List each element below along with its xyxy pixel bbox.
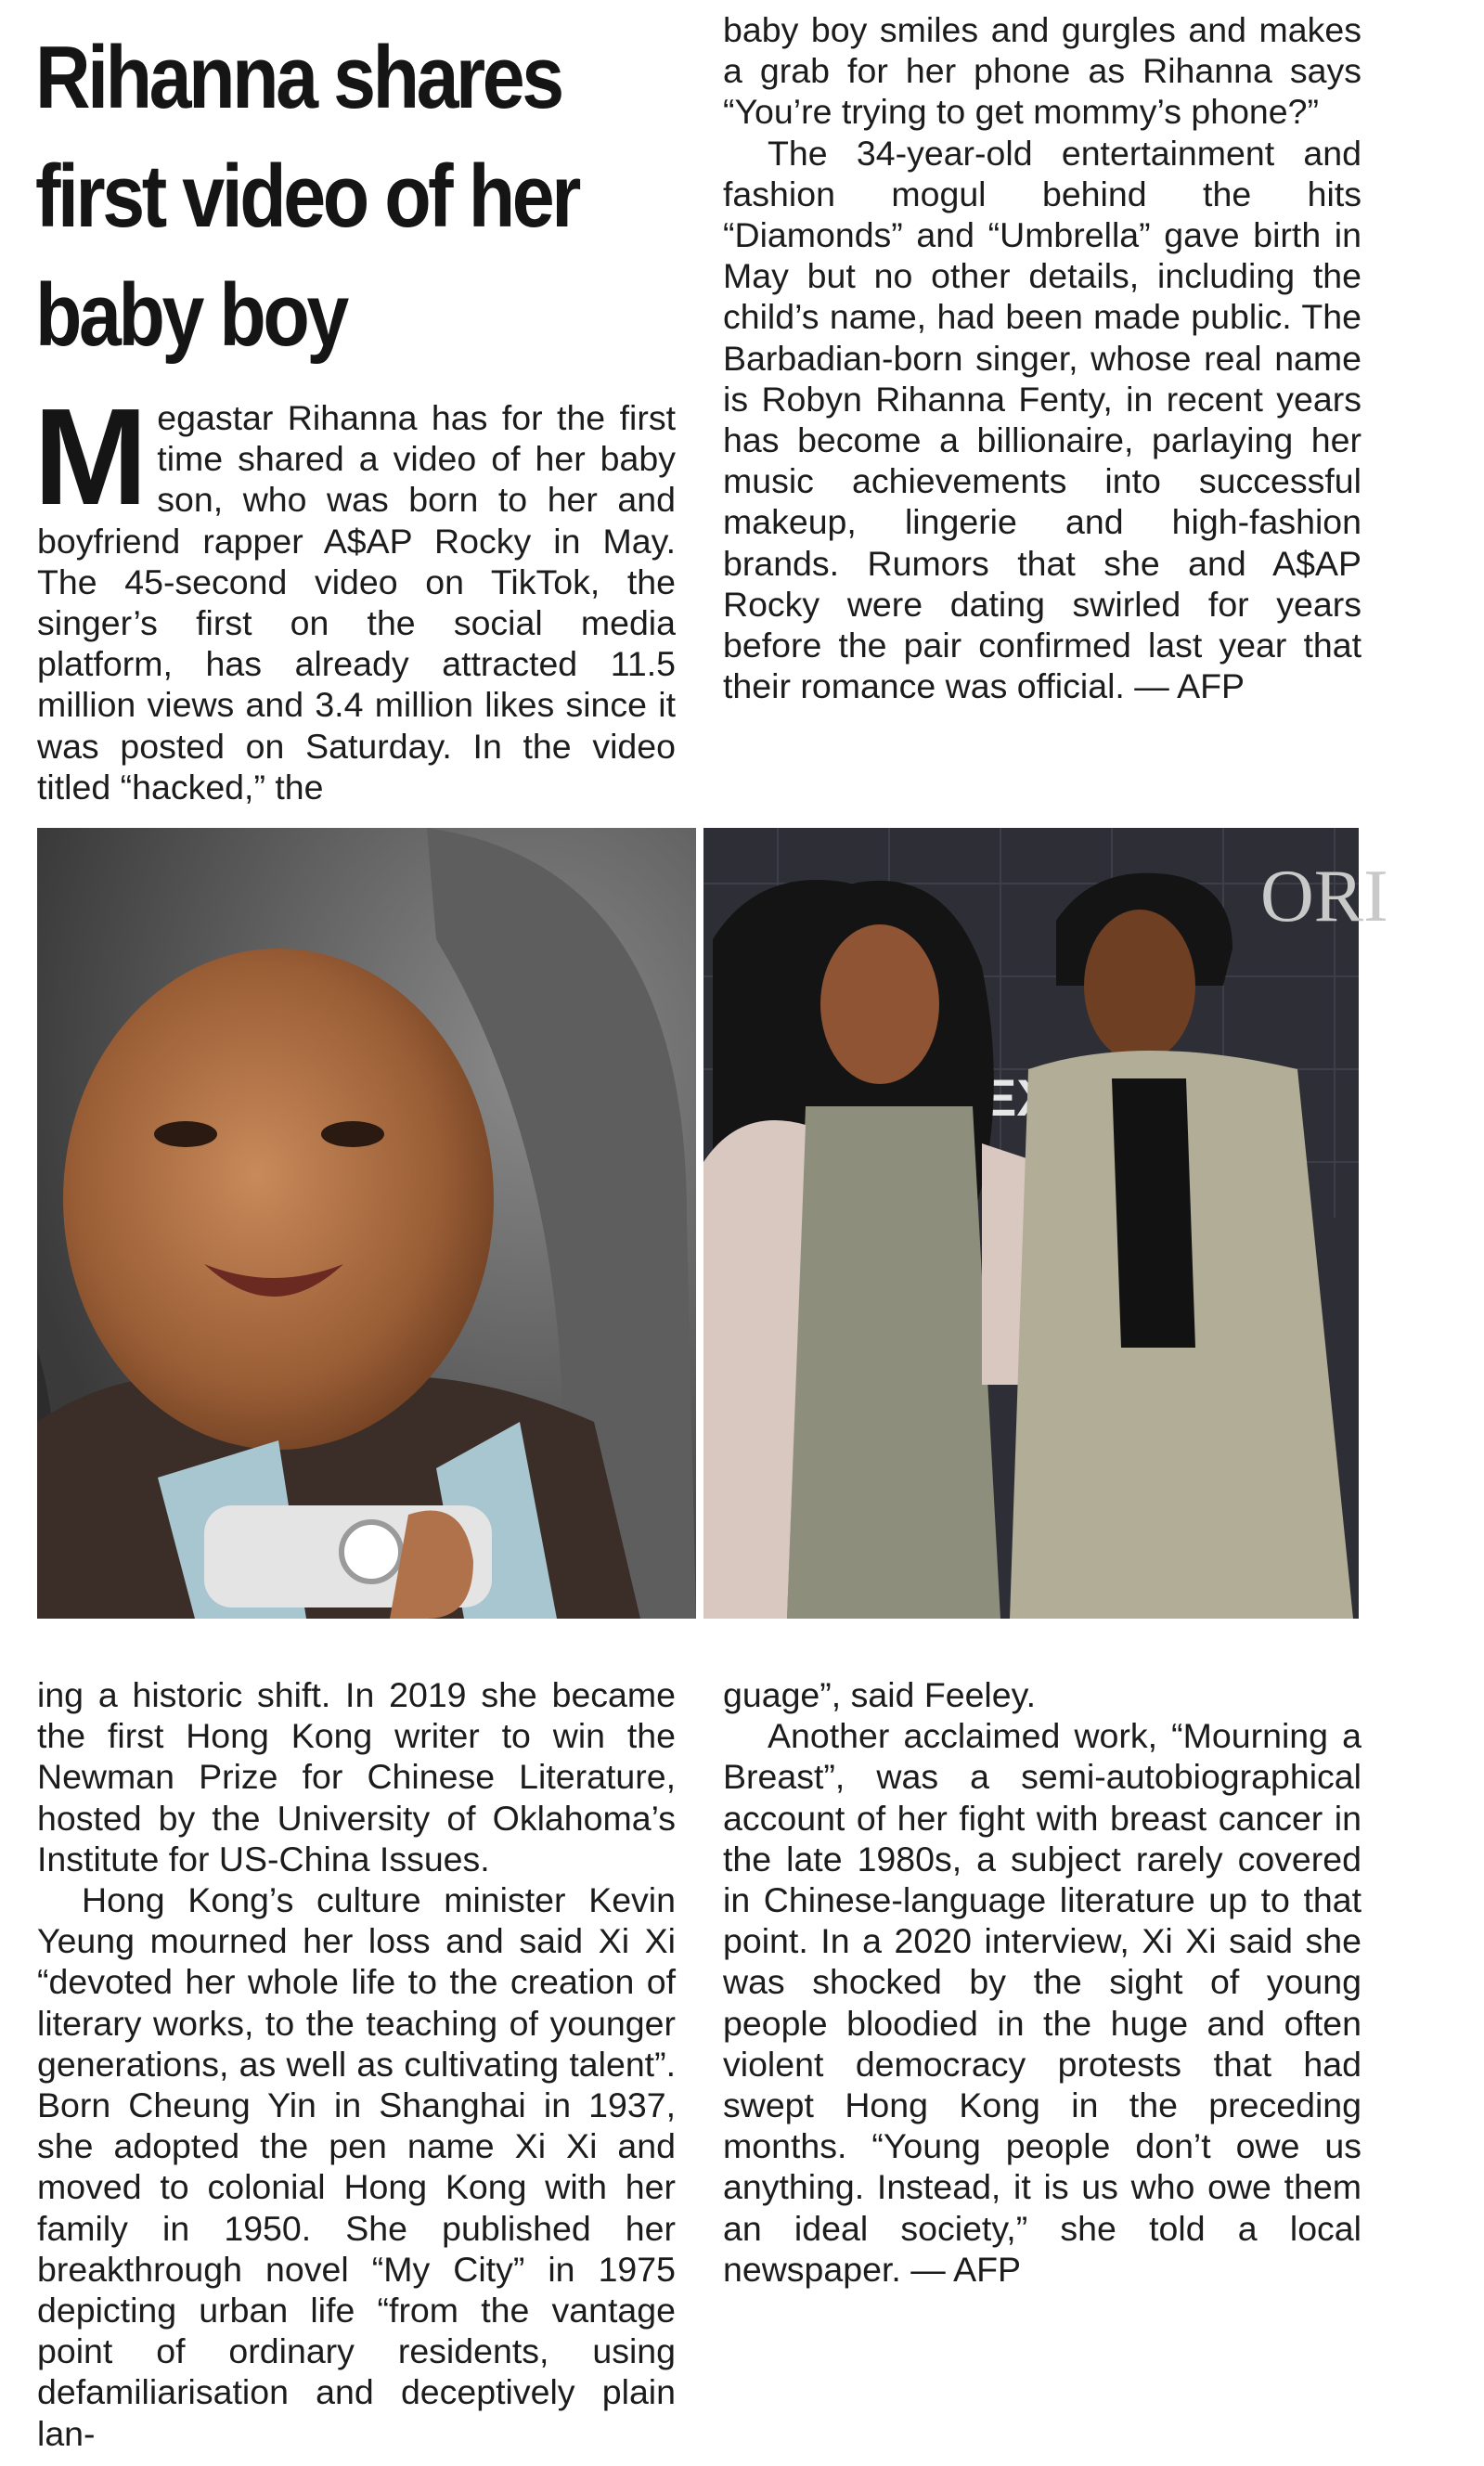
- article1-paragraph-1: [33, 381, 676, 807]
- article2-column-left: [37, 1674, 676, 2454]
- article2-paragraph-2: Hong Kong’s culture minister Kevin Yeung mourned her loss and said Xi Xi “devoted her whole life to the creation of literary works, to the teaching of younger generations, as well as cultivating talent”. Born Cheung Yin in Shanghai in 1937, she adopted the pen name Xi Xi and moved to colonial Hong Kong with her family in 1950. She published her breakthrough novel “My City” in 1975 depicting urban life “from the vantage point of ordinary residents, using defamiliarisation and deceptively plain lan-: [37, 1880, 676, 2453]
- headline: Rihanna shares first video of her baby boy: [35, 28, 578, 365]
- article1-column-right: [723, 9, 1361, 715]
- article1-paragraph-1-text: egastar Rihanna has for the first time shared a video of her baby son, who was born to her and boyfriend rapper A$AP Rocky in May. The 45-second video on TikTok, the singer’s first on the social media platform, has already attracted 11.5 million views and 3.4 million likes since it was posted on Saturday. In the video titled “hacked,” the: [37, 398, 676, 807]
- drop-cap: M: [33, 381, 148, 534]
- article1-column-left: [33, 381, 676, 807]
- article2-column-right: [723, 1674, 1361, 2290]
- article2-paragraph-4: Another acclaimed work, “Mourning a Breast”, was a semi-autobiographical account of her fight with breast cancer in the late 1980s, a subject rarely covered in Chinese-language literature up to that point. In a 2020 interview, Xi Xi said she was shocked by the sight of young people bloodied in the huge and often violent democracy protests that had swept Hong Kong in the preceding months. “Young people don’t owe us anything. Instead, it is us who owe them an ideal society,” she told a local newspaper. — AFP: [723, 1716, 1361, 2289]
- article1-paragraph-1-continued: [723, 9, 1361, 133]
- article1-paragraph-2: The 34-year-old entertainment and fashion mogul behind the hits “Diamonds” and “Umbrella” gave birth in May but no other details, including the child’s name, had been made public. The Barbadian-born singer, whose real name is Robyn Rihanna Fenty, in recent years has become a billionaire, parlaying her music achievements into successful makeup, lingerie and high-fashion brands. Rumors that she and A$AP Rocky were dating swirled for years before the pair confirmed last year that their romance was official. — AFP: [723, 133, 1361, 706]
- baby-photo-image: [37, 828, 696, 1619]
- couple-photo: [703, 828, 1388, 1619]
- article2-paragraph-3: guage”, said Feeley.: [723, 1675, 1037, 1714]
- article2-paragraph-1: ing a historic shift. In 2019 she became the first Hong Kong writer to win the Newman Prize for Chinese Literature, hosted by the University of Oklahoma’s Institute for US-China Issues.: [37, 1675, 676, 1879]
- article1-paragraph-1-continued-text: baby boy smiles and gurgles and makes a grab for her phone as Rihanna says “You’re trying to get mommy’s phone?”: [723, 10, 1361, 132]
- couple-photo-image: [703, 828, 1388, 1619]
- backdrop-lettering: ORI: [1260, 856, 1388, 937]
- baby-photo: [37, 828, 696, 1619]
